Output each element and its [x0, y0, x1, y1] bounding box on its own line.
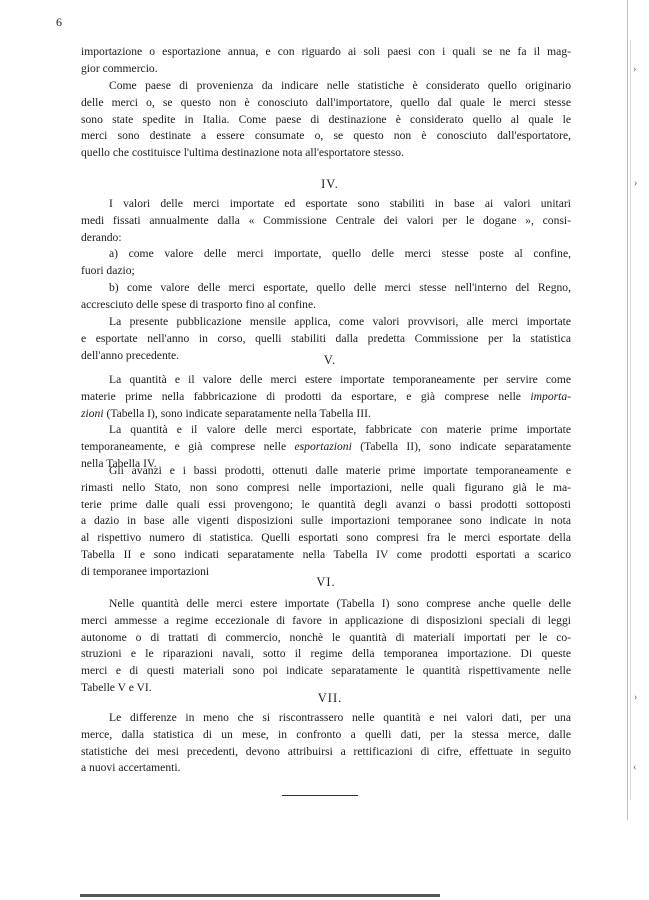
margin-mark: ›	[634, 692, 638, 703]
text-line: materie prime nella fabbricazione di prodotti da esportare, e già comprese nelle importa-	[81, 389, 571, 403]
section-heading-v: V.	[323, 353, 337, 367]
text-line: Le differenze in meno che si riscontrassero nelle quantità e nei valori dati, per una	[109, 711, 571, 724]
paragraph	[81, 463, 571, 581]
text-line: terie prime dalle quali essi provengono; le quantità degli avanzi o bassi prodotti sottoposti	[81, 497, 571, 511]
text-line: medi fissati annualmente dalla « Commissione Centrale dei valori per le dogane », consi-	[81, 213, 571, 227]
text-line: La quantità e il valore delle merci estere importate temporaneamente per servire come	[109, 373, 571, 386]
text-line: quello che costituisce l'ultima destinazione nota all'esportatore stesso.	[81, 146, 404, 160]
text-line: delle merci o, se questo non è conosciuto dall'importatore, quello dal quale le merci stesse	[81, 95, 571, 109]
paragraph	[81, 710, 571, 777]
text-line: I valori delle merci importate ed esportate sono stabiliti in base ai valori unitari	[109, 197, 571, 210]
paragraph	[81, 596, 571, 697]
closing-rule	[282, 795, 358, 796]
text-line: La quantità e il valore delle merci esportate, fabbricate con materie prime importate	[109, 423, 571, 436]
page-edge-shadow	[627, 0, 628, 820]
margin-mark: ›	[633, 64, 637, 75]
section-heading-vii: VII.	[317, 691, 343, 705]
text-line: a dazio in base alle vigenti disposizioni sulle importazioni temporanee sono indicate in nota	[81, 514, 571, 528]
text-line: a nuovi accertamenti.	[81, 761, 181, 775]
text-line: di temporanee importazioni	[81, 564, 210, 578]
scan-bottom-edge	[80, 894, 440, 897]
text-line: al rispettivo numero di statistica. Quelli esportati sono compresi fra le merci esportate della	[81, 531, 571, 545]
text-line: sono state spedite in Italia. Come paese di destinazione è considerato quello al quale le	[81, 112, 571, 126]
text-line: struzioni e le riparazioni navali, sotto il regime della temporanea importazione. Di queste	[81, 647, 571, 661]
section-heading-iv: IV.	[321, 177, 339, 191]
text-line: zioni (Tabella I), sono indicate separatamente nella Tabella III.	[81, 406, 371, 420]
margin-mark: ‹	[633, 762, 637, 773]
paragraph	[81, 280, 571, 314]
text-line: La presente pubblicazione mensile applica, come valori provvisori, alle merci importate	[109, 315, 571, 328]
paragraph	[81, 196, 571, 246]
text-line: accresciuto delle spese di trasporto fino al confine.	[81, 297, 317, 311]
text-line: Tabelle V e VI.	[81, 680, 152, 694]
text-line: Gli avanzi e i bassi prodotti, ottenuti dalle materie prime importate temporaneamente e	[109, 464, 571, 477]
text-line: derando:	[81, 230, 122, 244]
page-number: 6	[56, 15, 62, 29]
paragraph	[81, 44, 571, 78]
text-line: a) come valore delle merci importate, quello delle merci stesse poste al confine,	[109, 247, 571, 260]
text-line: temporaneamente, e già comprese nelle esportazioni (Tabella II), sono indicate separatamente	[81, 439, 571, 453]
text-line: merci e di questi materiali sono poi indicate separatamente le quantità rispettivamente nelle	[81, 664, 571, 678]
text-line: merci ammesse a regime eccezionale di favore in applicazione di disposizioni speciali di leggi	[81, 613, 571, 627]
margin-mark: ›	[634, 178, 638, 189]
text-line: merci sono destinate a essere consumate o, se questo non è conosciuto dall'esportatore,	[81, 129, 571, 143]
text-line: autonome o di trattati di commercio, nonchè le quantità di materiali importati per le co-	[81, 630, 571, 644]
text-line: merce, dalla statistica di un mese, in confronto a quelli dati, per la stessa merce, dalle	[81, 727, 571, 741]
text-line: gior commercio.	[81, 61, 158, 75]
paragraph	[81, 78, 571, 162]
text-line: rimasti nello Stato, non sono compresi nelle importazioni, nelle quali figurano già le ma-	[81, 480, 571, 494]
text-line: importazione o esportazione annua, e con riguardo ai soli paesi con i quali se ne fa il mag-	[81, 45, 571, 58]
text-line: e esportate nell'anno in corso, quelli stabiliti dalla predetta Commissione per la statistica	[81, 331, 571, 345]
text-line: statistiche dei mesi precedenti, devono attribuirsi a rettificazioni di cifre, effettuate in seguito	[81, 744, 571, 758]
text-line: b) come valore delle merci esportate, quello delle merci stesse nell'interno del Regno,	[109, 281, 571, 294]
text-line: Come paese di provenienza da indicare nelle statistiche è considerato quello originario	[109, 79, 571, 92]
text-line: fuori dazio;	[81, 263, 135, 277]
text-line: nella Tabella IV.	[81, 456, 157, 470]
text-line: Tabella II e sono indicati separatamente nella Tabella IV come prodotti esportati a scarico	[81, 547, 571, 561]
text-line: dell'anno precedente.	[81, 348, 180, 362]
paragraph	[81, 372, 571, 422]
paragraph	[81, 246, 571, 280]
section-heading-vi: VI.	[316, 575, 336, 589]
text-line: Nelle quantità delle merci estere importate (Tabella I) sono comprese anche quelle delle	[109, 597, 571, 610]
page-edge-shadow-inner	[630, 40, 631, 800]
